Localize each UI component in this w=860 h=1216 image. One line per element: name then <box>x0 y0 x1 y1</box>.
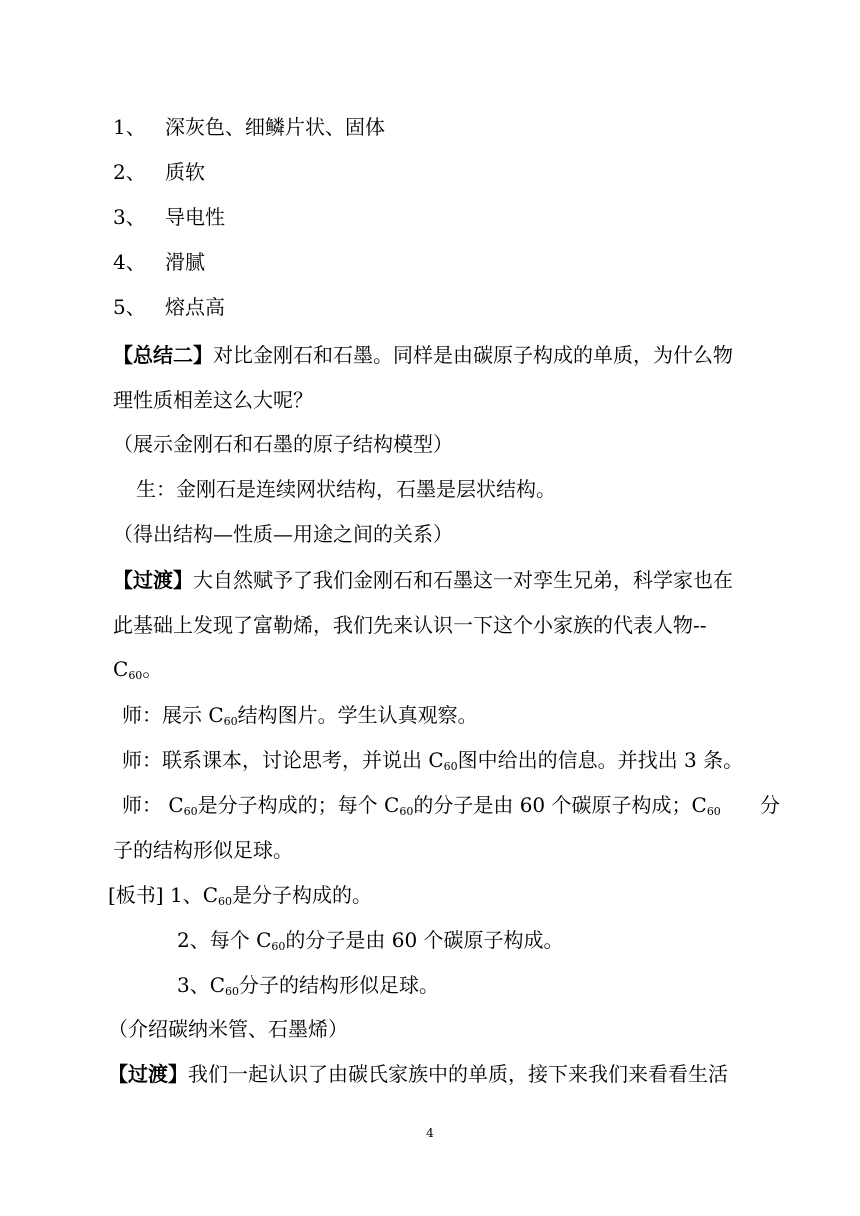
transition-tag: 【过渡】 <box>113 568 193 592</box>
subscript: 60 <box>225 985 240 998</box>
summary-tag: 【总结二】 <box>113 343 213 367</box>
list-number: 5、 <box>113 295 146 319</box>
teacher-text: 图中给出的信息。并找出 3 条。 <box>457 748 744 772</box>
teacher-line-3-end: 分 <box>760 793 780 817</box>
list-item <box>113 114 385 140</box>
transition-paragraph-2 <box>108 1061 728 1087</box>
teacher-text: 的分子是由 60 个碳原子构成；C <box>413 793 707 817</box>
transition-c60 <box>113 656 162 682</box>
list-number: 3、 <box>113 205 146 229</box>
board-item-1 <box>108 882 372 908</box>
subscript: 60 <box>223 715 238 728</box>
subscript: 60 <box>128 669 143 682</box>
transition-paragraph-cont <box>113 612 707 638</box>
subscript: 60 <box>218 895 232 908</box>
teacher-line-3 <box>122 792 721 818</box>
teacher-line-3-cont: 子的结构形似足球。 <box>113 838 293 862</box>
teacher-line-2 <box>122 747 743 773</box>
list-text: 导电性 <box>165 205 225 229</box>
board-text: 1、C <box>169 883 218 907</box>
list-number: 1、 <box>113 115 146 139</box>
board-text: 2、每个 C <box>177 928 272 952</box>
transition-tag: 【过渡】 <box>108 1062 188 1086</box>
list-item <box>113 204 225 230</box>
list-text: 深灰色、细鳞片状、固体 <box>165 115 385 139</box>
list-text: 熔点高 <box>165 295 225 319</box>
period: 。 <box>142 657 163 681</box>
teacher-text: 师：展示 C <box>122 703 224 727</box>
subscript: 60 <box>706 805 721 818</box>
board-text: 分子的结构形似足球。 <box>239 973 440 997</box>
page-number: 4 <box>426 1126 434 1140</box>
summary-paragraph <box>113 342 733 368</box>
teacher-line-1 <box>122 702 478 728</box>
summary-text-cont: 理性质相差这么大呢？ <box>113 388 313 412</box>
list-item <box>113 159 205 185</box>
student-answer: 生：金刚石是连续网状结构，石墨是层状结构。 <box>136 477 556 501</box>
show-model-note: （展示金刚石和石墨的原子结构模型） <box>113 432 453 456</box>
board-tag: [板书] <box>108 883 164 907</box>
relation-note: （得出结构—性质—用途之间的关系） <box>113 522 453 546</box>
summary-text: 对比金刚石和石墨。同样是由碳原子构成的单质，为什么物 <box>213 343 733 367</box>
subscript: 60 <box>399 805 414 818</box>
subscript: 60 <box>443 760 458 773</box>
board-text: 3、C <box>177 973 226 997</box>
transition-paragraph <box>113 567 733 593</box>
teacher-text: 师： C <box>122 793 184 817</box>
list-number: 2、 <box>113 160 146 184</box>
board-text: 的分子是由 60 个碳原子构成。 <box>285 928 564 952</box>
list-item <box>113 294 225 320</box>
board-item-2 <box>177 927 564 953</box>
board-item-3 <box>177 972 439 998</box>
intro-nano-note: （介绍碳纳米管、石墨烯） <box>108 1017 348 1041</box>
teacher-text: 师：联系课本，讨论思考，并说出 C <box>122 748 444 772</box>
list-text: 质软 <box>165 160 205 184</box>
list-text: 滑腻 <box>165 250 205 274</box>
subscript: 60 <box>271 940 286 953</box>
list-item <box>113 249 205 275</box>
board-text: 是分子构成的。 <box>232 883 372 907</box>
transition-text: 大自然赋予了我们金刚石和石墨这一对孪生兄弟，科学家也在 <box>193 568 733 592</box>
teacher-text: 是分子构成的；每个 C <box>197 793 400 817</box>
c-symbol: C <box>113 657 129 681</box>
transition-text: 我们一起认识了由碳氏家族中的单质，接下来我们来看看生活 <box>188 1062 728 1086</box>
summary-paragraph-cont <box>113 387 313 413</box>
teacher-text: 结构图片。学生认真观察。 <box>237 703 478 727</box>
transition-text-cont: 此基础上发现了富勒烯，我们先来认识一下这个小家族的代表人物-- <box>113 613 707 637</box>
list-number: 4、 <box>113 250 146 274</box>
subscript: 60 <box>183 805 198 818</box>
